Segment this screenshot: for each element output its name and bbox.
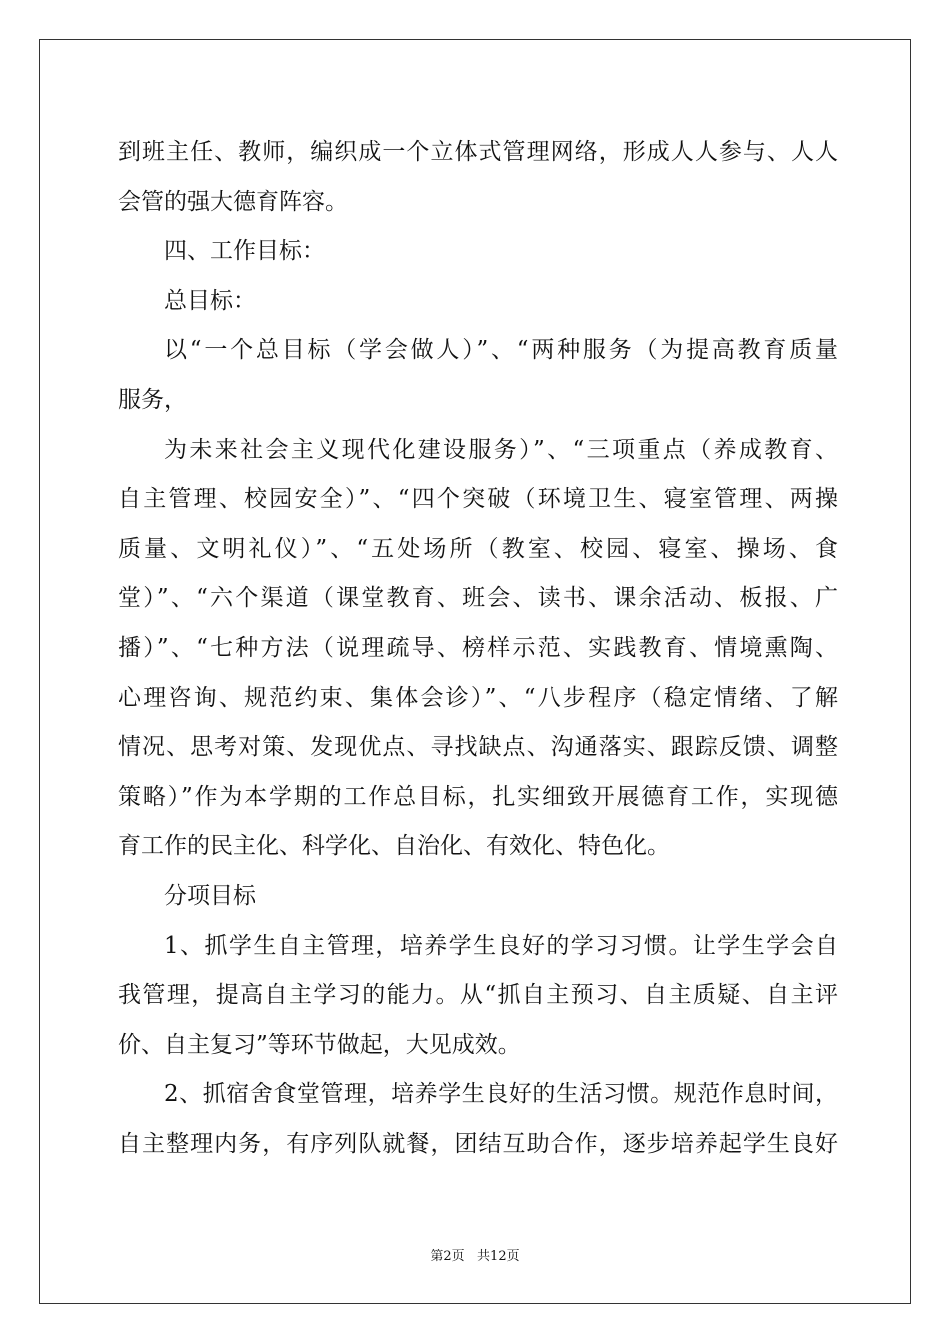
paragraph-line: 育工作的民主化、科学化、自治化、有效化、特色化。 xyxy=(118,833,670,860)
paragraph-line: 情况、思考对策、发现优点、寻找缺点、沟通落实、跟踪反馈、调整 xyxy=(118,734,838,761)
subsection-heading: 总目标： xyxy=(164,287,256,314)
paragraph-line: 心理咨询、规范约束、集体会诊）”、“八步程序（稳定情绪、了解 xyxy=(118,684,838,711)
section-heading: 四、工作目标： xyxy=(164,238,325,265)
paragraph-line: 自主管理、校园安全）”、“四个突破（环境卫生、寝室管理、两操 xyxy=(118,486,838,513)
paragraph-line: 我管理，提高自主学习的能力。从“抓自主预习、自主质疑、自主评 xyxy=(118,982,838,1009)
paragraph-line: 以“一个总目标（学会做人）”、“两种服务（为提高教育质量 xyxy=(164,337,838,364)
page-number-footer: 第2页 共12页 xyxy=(430,1249,520,1264)
document-body xyxy=(118,128,838,1169)
paragraph-line: 播）”、“七种方法（说理疏导、榜样示范、实践教育、情境熏陶、 xyxy=(118,634,838,661)
paragraph-line: 策略）”作为本学期的工作总目标，扎实细致开展德育工作，实现德 xyxy=(118,783,838,810)
paragraph-line: 质量、文明礼仪）”、“五处场所（教室、校园、寝室、操场、食 xyxy=(118,535,838,562)
paragraph-line: 价、自主复习”等环节做起，大见成效。 xyxy=(118,1031,521,1058)
paragraph-line: 到班主任、教师，编织成一个立体式管理网络，形成人人参与、人人 xyxy=(118,139,838,165)
paragraph-line: 自主整理内务，有序列队就餐，团结互助合作，逐步培养起学生良好 xyxy=(118,1130,838,1157)
paragraph-line: 1、抓学生自主管理，培养学生良好的学习习惯。让学生学会自 xyxy=(164,932,838,959)
paragraph-line: 堂）”、“六个渠道（课堂教育、班会、读书、课余活动、板报、广 xyxy=(118,585,838,612)
paragraph-line: 服务， xyxy=(118,386,187,413)
subsection-heading: 分项目标 xyxy=(164,882,256,909)
paragraph-line: 会管的强大德育阵容。 xyxy=(118,188,348,215)
paragraph-line: 2、抓宿舍食堂管理，培养学生良好的生活习惯。规范作息时间， xyxy=(164,1081,838,1108)
paragraph-line: 为未来社会主义现代化建设服务）”、“三项重点（养成教育、 xyxy=(164,436,838,463)
